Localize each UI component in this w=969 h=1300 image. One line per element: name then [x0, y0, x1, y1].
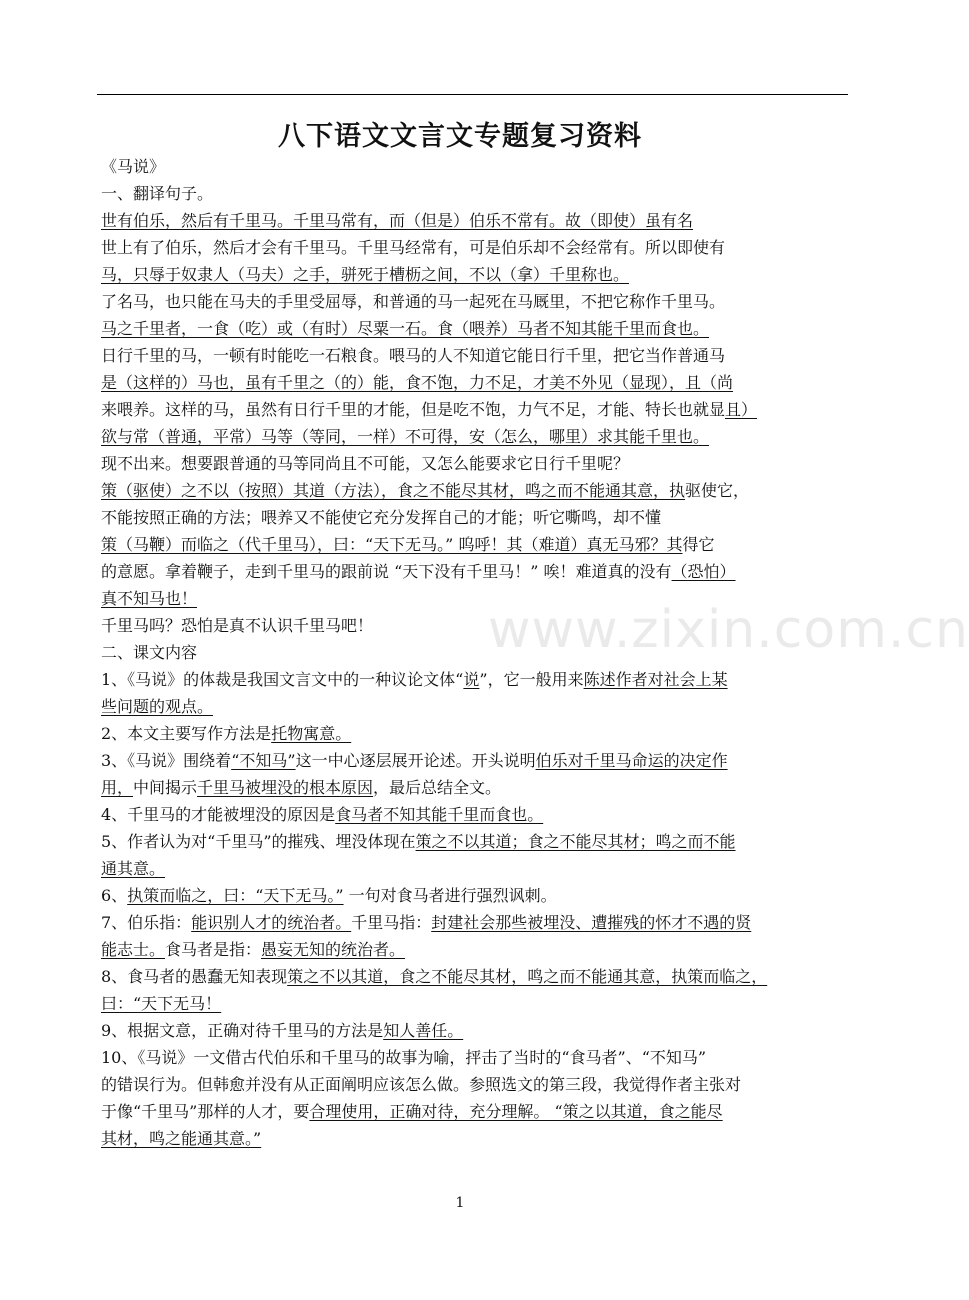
text-line: [101, 936, 853, 963]
text-line: [101, 855, 853, 882]
underlined-answer: 用，: [101, 778, 134, 797]
text-line: [101, 558, 853, 585]
text-segment: 的意愿。拿着鞭子，走到千里马的跟前说 “天下没有千里马！” 唉！难道真的没有: [101, 562, 672, 581]
underlined-answer: 封建社会那些被埋没、遭摧残的怀才不遇的贤: [431, 913, 752, 932]
underlined-answer: 千里马被埋没的根本原因: [197, 778, 374, 797]
text-segment: 现不出来。想要跟普通的马等同尚且不可能，又怎么能要求它日行千里呢？: [101, 454, 630, 473]
underlined-answer: 能识别人才的统治者。: [191, 913, 352, 932]
underlined-answer: 合理使用，正确对待，充分理解。 “策之以其道，食之能尽: [309, 1102, 723, 1121]
text-line: [101, 315, 853, 342]
underlined-answer: 马之千里者，一食（吃）或（有时）尽粟一石。食（喂养）马者不知其能千里而食也。: [101, 319, 710, 338]
page-number: 1: [455, 1195, 465, 1211]
underlined-answer: 且）: [725, 400, 758, 419]
underlined-answer: 马，只辱于奴隶人（马夫）之手，骈死于槽枥之间，不以（拿）千里称也。: [101, 265, 630, 284]
text-segment: 了名马，也只能在马夫的手里受屈辱，和普通的马一起死在马厩里，不把它称作千里马。: [101, 292, 726, 311]
text-line: [101, 1071, 853, 1098]
underlined-answer: 说: [463, 670, 480, 689]
text-line: [101, 261, 853, 288]
watermark: www.zixin.com.cn: [488, 600, 969, 660]
text-segment: 这一中心逐层展开论述。开头说明: [295, 751, 536, 770]
text-segment: 4、千里马的才能被埋没的原因是: [101, 805, 336, 824]
text-line: [101, 747, 853, 774]
underlined-answer: 陈述作者对社会上某: [583, 670, 728, 689]
text-line: [101, 153, 853, 180]
text-segment: 中间揭示: [133, 778, 198, 797]
document-body: [101, 153, 853, 1152]
text-segment: 二、课文内容: [101, 643, 198, 662]
text-line: [101, 369, 853, 396]
underlined-answer: 策（驱使）之不以（按照）其道（方法），食之不能尽其材，鸣之而不能通其意，执: [101, 481, 686, 500]
text-line: [101, 801, 853, 828]
text-line: [101, 585, 853, 612]
text-line: [101, 504, 853, 531]
text-line: [101, 288, 853, 315]
text-segment: 食马者是指：: [165, 940, 262, 959]
text-segment: 一、翻译句子。: [101, 184, 214, 203]
underlined-answer: 通其意。: [101, 859, 166, 878]
text-segment: 驱使它，: [685, 481, 750, 500]
text-line: [101, 1125, 853, 1152]
underlined-answer: 愚妄无知的统治者。: [261, 940, 406, 959]
text-line: [101, 639, 853, 666]
page-title: 八下语文文言文专题复习资料: [278, 121, 642, 152]
text-segment: 8、食马者的愚蠢无知表现: [101, 967, 288, 986]
text-line: [101, 180, 853, 207]
underlined-answer: 策（马鞭）而临之（代千里马），曰：“天下无马。” 呜呼！其（难道）真无马邪？其: [101, 535, 683, 554]
text-line: [101, 774, 853, 801]
text-line: [101, 342, 853, 369]
text-line: [101, 693, 853, 720]
underlined-answer: 执策而临之，曰：“天下无马。”: [127, 886, 344, 905]
text-segment: 日行千里的马，一顿有时能吃一石粮食。喂马的人不知道它能日行千里，把它当作普通马: [101, 346, 726, 365]
text-line: [101, 531, 853, 558]
underlined-answer: 策之不以其道；食之不能尽其材；鸣之而不能: [415, 832, 736, 851]
text-line: [101, 612, 853, 639]
text-segment: 一句对食马者进行强烈讽刺。: [343, 886, 557, 905]
text-segment: 7、伯乐指：: [101, 913, 192, 932]
text-line: [101, 1044, 853, 1071]
text-segment: 6、: [101, 886, 128, 905]
underlined-answer: （恐怕）: [671, 562, 736, 581]
underlined-answer: 世有伯乐，然后有千里马。千里马常有，而（但是）伯乐不常有。故（即使）虽有名: [101, 211, 694, 230]
text-line: [101, 1098, 853, 1125]
text-segment: 5、作者认为对“千里马”的摧残、埋没体现在: [101, 832, 416, 851]
underlined-answer: 其材，鸣之能通其意。”: [101, 1129, 262, 1148]
underlined-answer: 食马者不知其能千里而食也。: [335, 805, 544, 824]
underlined-answer: 知人善任。: [383, 1021, 464, 1040]
text-segment: 来喂养。这样的马，虽然有日行千里的才能，但是吃不饱，力气不足，才能、特长也就显: [101, 400, 726, 419]
text-line: [101, 450, 853, 477]
underlined-answer: 是（这样的）马也，虽有千里之（的）能，食不饱，力不足，才美不外见（显现），且（尚: [101, 373, 734, 392]
text-line: [101, 423, 853, 450]
text-line: [101, 882, 853, 909]
text-segment: ，最后总结全文。: [373, 778, 502, 797]
text-segment: 世上有了伯乐，然后才会有千里马。千里马经常有，可是伯乐却不会经常有。所以即使有: [101, 238, 726, 257]
text-line: [101, 909, 853, 936]
text-segment: 千里马指：: [351, 913, 432, 932]
text-line: [101, 234, 853, 261]
text-segment: 10、《马说》一文借古代伯乐和千里马的故事为喻，抨击了当时的“食马者”、“不知马”: [101, 1048, 707, 1067]
text-line: [101, 963, 853, 990]
text-line: [101, 666, 853, 693]
text-line: [101, 477, 853, 504]
underlined-answer: 伯乐对千里马命运的决定作: [535, 751, 728, 770]
text-line: [101, 990, 853, 1017]
text-segment: 1、《马说》的体裁是我国文言文中的一种议论文体“: [101, 670, 464, 689]
text-segment: 的错误行为。但韩愈并没有从正面阐明应该怎么做。参照选文的第三段，我觉得作者主张对: [101, 1075, 742, 1094]
text-line: [101, 720, 853, 747]
underlined-answer: 能志士。: [101, 940, 166, 959]
text-segment: 不能按照正确的方法；喂养又不能使它充分发挥自己的才能；听它嘶鸣，却不懂: [101, 508, 662, 527]
underlined-answer: 些问题的观点。: [101, 697, 214, 716]
underlined-answer: 真不知马也！: [101, 589, 198, 608]
underlined-answer: 曰：“天下无马！: [101, 994, 222, 1013]
text-segment: 9、根据文意，正确对待千里马的方法是: [101, 1021, 384, 1040]
header-rule: [97, 94, 848, 95]
text-line: [101, 1017, 853, 1044]
text-segment: 千里马吗？恐怕是真不认识千里马吧！: [101, 616, 374, 635]
underlined-answer: 欲与常（普通，平常）马等（等同，一样）不可得，安（怎么，哪里）求其能千里也。: [101, 427, 710, 446]
text-segment: 3、《马说》围绕着: [101, 751, 232, 770]
text-segment: 《马说》: [101, 157, 166, 176]
text-line: [101, 396, 853, 423]
text-segment: 于像“千里马”那样的人才，要: [101, 1102, 310, 1121]
text-line: [101, 207, 853, 234]
text-segment: ”，它一般用来: [479, 670, 584, 689]
text-segment: 2、本文主要写作方法是: [101, 724, 272, 743]
text-segment: 得它: [682, 535, 715, 554]
underlined-answer: 策之不以其道，食之不能尽其材，鸣之而不能通其意，执策而临之，: [287, 967, 768, 986]
underlined-answer: 托物寓意。: [271, 724, 352, 743]
text-line: [101, 828, 853, 855]
underlined-answer: “不知马”: [231, 751, 296, 770]
